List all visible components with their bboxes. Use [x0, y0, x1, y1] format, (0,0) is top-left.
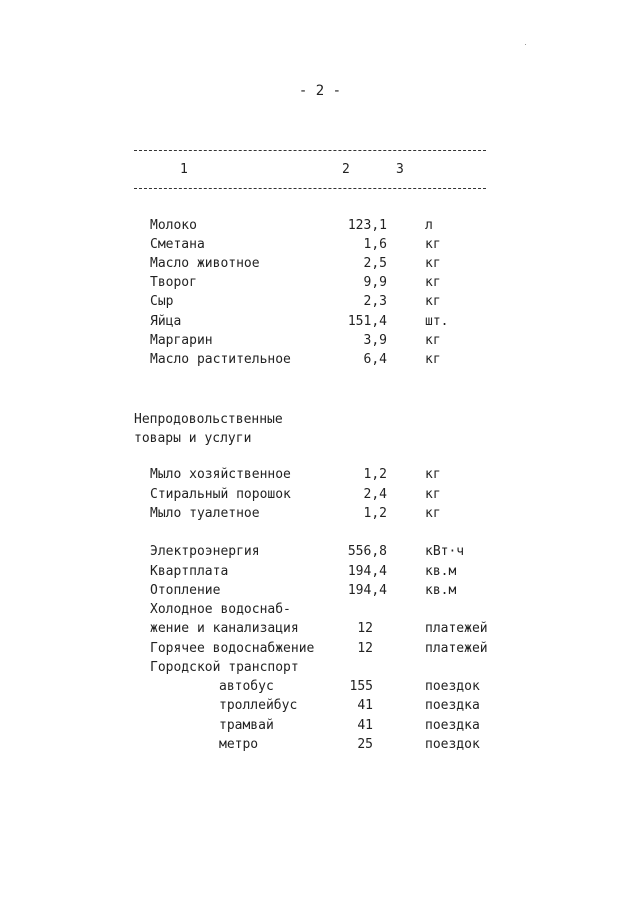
- table-row: [0, 294, 640, 313]
- column-header-1: 1: [180, 162, 188, 177]
- item-unit: платежей: [425, 621, 488, 636]
- item-name: Маргарин: [150, 333, 213, 348]
- section-heading-line-2: товары и услуги: [134, 431, 252, 446]
- item-unit: поездок: [425, 679, 480, 694]
- item-quantity: 194,4: [347, 564, 387, 579]
- item-unit: кв.м: [425, 583, 457, 598]
- table-row: [0, 506, 640, 525]
- item-name: метро: [219, 737, 259, 752]
- item-unit: кг: [425, 487, 441, 502]
- item-quantity: 2,4: [363, 487, 387, 502]
- item-unit: поездок: [425, 737, 480, 752]
- item-name: трамвай: [219, 718, 274, 733]
- item-quantity: 1,6: [363, 237, 387, 252]
- item-name: троллейбус: [219, 698, 298, 713]
- item-name: Электроэнергия: [150, 544, 260, 559]
- item-name: Стиральный порошок: [150, 487, 291, 502]
- table-top-rule: [134, 150, 486, 151]
- item-name: Холодное водоснаб-: [150, 602, 291, 617]
- item-unit: поездка: [425, 698, 480, 713]
- item-name: Масло животное: [150, 256, 260, 271]
- table-row: [0, 660, 640, 679]
- table-row: [0, 218, 640, 237]
- item-unit: кв.м: [425, 564, 457, 579]
- item-quantity: 2,3: [363, 294, 387, 309]
- item-name: Сыр: [150, 294, 174, 309]
- table-row: [0, 314, 640, 333]
- item-quantity: 1,2: [363, 467, 387, 482]
- table-row: [0, 275, 640, 294]
- item-quantity: 25: [357, 737, 373, 752]
- item-unit: кг: [425, 506, 441, 521]
- column-header-2: 2: [342, 162, 350, 177]
- table-row: [0, 352, 640, 371]
- item-name: Горячее водоснабжение: [150, 641, 315, 656]
- table-header-rule: [134, 188, 486, 189]
- item-quantity: 41: [357, 718, 373, 733]
- item-quantity: 9,9: [363, 275, 387, 290]
- item-name: автобус: [219, 679, 274, 694]
- item-quantity: 151,4: [347, 314, 387, 329]
- item-unit: поездка: [425, 718, 480, 733]
- table-row: [0, 737, 640, 756]
- page-number: - 2 -: [298, 83, 342, 99]
- item-name: Отопление: [150, 583, 221, 598]
- item-quantity: 2,5: [363, 256, 387, 271]
- table-row: [0, 544, 640, 563]
- item-unit: кг: [425, 237, 441, 252]
- table-row: [0, 583, 640, 602]
- item-name: Мыло туалетное: [150, 506, 260, 521]
- item-name: Квартплата: [150, 564, 229, 579]
- table-row: [0, 467, 640, 486]
- table-row: [0, 641, 640, 660]
- section-heading-line-1: Непродовольственные: [134, 412, 283, 427]
- item-unit: кг: [425, 256, 441, 271]
- item-quantity: 556,8: [347, 544, 387, 559]
- item-unit: кг: [425, 294, 441, 309]
- table-row: [0, 602, 640, 621]
- item-unit: кг: [425, 352, 441, 367]
- item-name: Мыло хозяйственное: [150, 467, 291, 482]
- item-quantity: 12: [357, 621, 373, 636]
- item-unit: л: [425, 218, 433, 233]
- item-quantity: 194,4: [347, 583, 387, 598]
- table-row: [0, 621, 640, 640]
- table-row: [0, 698, 640, 717]
- table-row: [0, 333, 640, 352]
- scan-speck: [525, 44, 526, 45]
- item-name: Масло растительное: [150, 352, 291, 367]
- item-name: Молоко: [150, 218, 197, 233]
- item-name: Сметана: [150, 237, 205, 252]
- item-name: Яйца: [150, 314, 182, 329]
- table-row: [0, 564, 640, 583]
- item-quantity: 123,1: [347, 218, 387, 233]
- item-unit: кг: [425, 275, 441, 290]
- item-quantity: 12: [357, 641, 373, 656]
- table-row: [0, 487, 640, 506]
- table-row: [0, 679, 640, 698]
- item-name: Творог: [150, 275, 197, 290]
- item-quantity: 3,9: [363, 333, 387, 348]
- column-header-3: 3: [396, 162, 404, 177]
- item-name: жение и канализация: [150, 621, 299, 636]
- table-row: [0, 237, 640, 256]
- table-row: [0, 718, 640, 737]
- item-unit: кВт·ч: [425, 544, 465, 559]
- item-name: Городской транспорт: [150, 660, 299, 675]
- table-row: [0, 256, 640, 275]
- item-quantity: 6,4: [363, 352, 387, 367]
- item-quantity: 41: [357, 698, 373, 713]
- item-unit: кг: [425, 467, 441, 482]
- item-quantity: 155: [349, 679, 373, 694]
- item-unit: кг: [425, 333, 441, 348]
- item-unit: платежей: [425, 641, 488, 656]
- item-unit: шт.: [425, 314, 449, 329]
- item-quantity: 1,2: [363, 506, 387, 521]
